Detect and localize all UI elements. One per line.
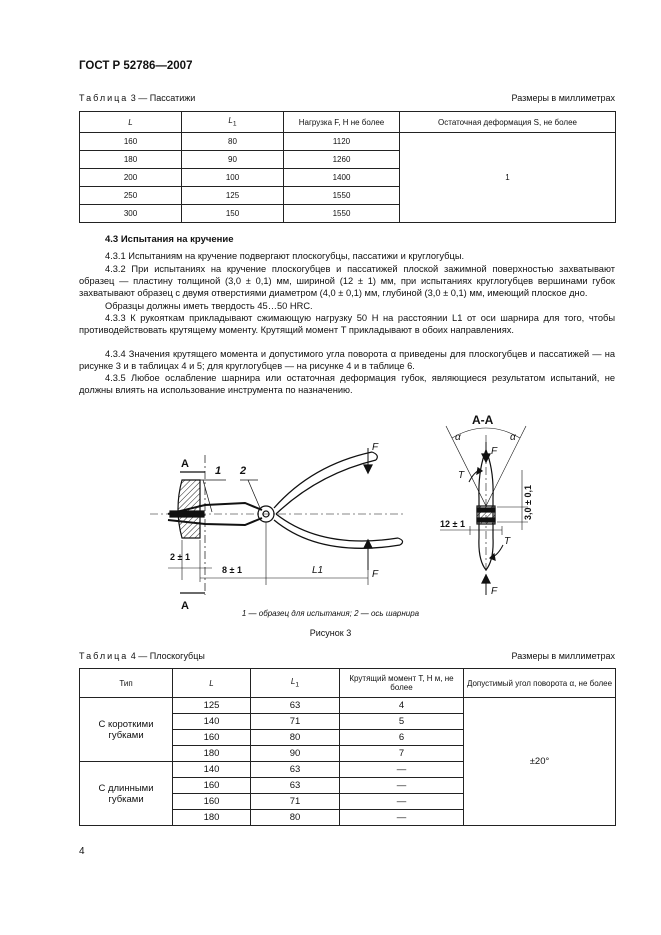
label-force-top: F: [372, 442, 379, 453]
label-f-section-top: F: [491, 446, 498, 457]
table3-caption: Таблица 3 — Пассатижи: [79, 93, 196, 103]
table3-header-l: L: [80, 112, 182, 133]
table4-header-l: L: [173, 669, 251, 698]
table-row: 160 63 —: [80, 778, 616, 794]
paragraph-4-3-1: 4.3.1 Испытаниям на кручение подвергают плоскогубцы, пассатижи и круглогубцы.: [105, 251, 465, 261]
paragraph-4-3-5: 4.3.5 Любое ослабление шарнира или остаточная деформация губок, являющиеся результатом испытаний, не должны влиять на использование инструмента по назначению.: [79, 373, 615, 396]
figure-3-drawing: [0, 410, 661, 615]
label-1: 1: [215, 465, 222, 477]
table4-type-long: С длинными губками: [80, 762, 173, 826]
table-row: С длинными губками 140 63 —: [80, 762, 616, 778]
table3-merged-value: 1: [400, 133, 616, 223]
table3-units: Размеры в миллиметрах: [511, 93, 615, 103]
label-2: 2: [240, 465, 247, 477]
table3: [79, 111, 616, 223]
table4-header-angle: Допустимый угол поворота α, не более: [464, 669, 616, 698]
dim-3: 3,0 ± 0,1: [523, 485, 533, 520]
label-t-left: T: [458, 470, 465, 481]
section-aa-title: А-А: [472, 413, 494, 427]
table-row: 160 71 —: [80, 794, 616, 810]
table3-header-load: Нагрузка F, Н не более: [284, 112, 400, 133]
table-row: 160 80 6: [80, 730, 616, 746]
label-f-section-bottom: F: [491, 586, 498, 597]
dim-8: 8 ± 1: [222, 565, 242, 575]
table-row: 180 90 7: [80, 746, 616, 762]
dim-12: 12 ± 1: [440, 519, 465, 529]
table4-header-type: Тип: [80, 669, 173, 698]
label-alpha-left: α: [455, 432, 461, 443]
table-row: 250 125 1550: [80, 187, 616, 205]
table4-caption: Таблица 4 — Плоскогубцы: [79, 651, 205, 661]
table4-units: Размеры в миллиметрах: [511, 651, 615, 661]
label-alpha-right: α: [510, 432, 516, 443]
paragraph-4-3-2: 4.3.2 При испытаниях на кручение плоскогубцев и пассатижей плоской зажимной поверхностью захватывают образец — пластину толщиной (3,0 ± 0,1) мм, шириной (12 ± 1) мм, при испытаниях круглогубцев вершинами губок захватывают образец с двумя отверстиями диаметром (4,0 ± 0,1) мм, глубиной (3,0 ± 0,1) мм, имеющий плоское дно.: [79, 264, 615, 299]
paragraph-4-3-4: 4.3.4 Значения крутящего момента и допустимого угла поворота α приведены для плоскогубцев и пассатижей — на рисунке 3 и в таблицах 4 и 5; для круглогубцев — на рисунке 4 и в таблице 6.: [79, 349, 615, 372]
table-row: 180 90 1260: [80, 151, 616, 169]
label-t-right: T: [504, 536, 511, 547]
paragraph-4-3-3: 4.3.3 К рукояткам прикладывают сжимающую нагрузку 50 Н на расстоянии L1 от оси шарнира для того, чтобы противодействовать крутящему моменту. Крутящий момент T прикладывают в обоих направлениях.: [79, 313, 615, 336]
table3-header-deformation: Остаточная деформация S, не более: [400, 112, 616, 133]
document-header: ГОСТ Р 52786—2007: [79, 60, 193, 72]
table4-merged-angle: ±20°: [464, 698, 616, 826]
dim-l1: L1: [312, 565, 324, 576]
label-force-bottom: F: [372, 569, 379, 580]
table-row: 300 150 1550: [80, 205, 616, 223]
table4-header-torque: Крутящий момент T, Н м, не более: [340, 669, 464, 698]
table4-header-l1: $L_1$: [251, 669, 340, 698]
section-title: 4.3 Испытания на кручение: [105, 234, 234, 245]
section-mark-a-bottom: А: [181, 600, 189, 612]
table-row: 200 100 1400: [80, 169, 616, 187]
paragraph-hardness: Образцы должны иметь твердость 45…50 HRC.: [105, 301, 313, 311]
table3-header-l1: $L_1$: [182, 112, 284, 133]
table-row: С короткими губками 125 63 4 ±20°: [80, 698, 616, 714]
table4: [79, 668, 616, 826]
table-row: 160 80 1120 1: [80, 133, 616, 151]
page-number: 4: [79, 846, 85, 857]
figure-legend: 1 — образец для испытания; 2 — ось шарнира: [241, 609, 420, 618]
table-row: 180 80 —: [80, 810, 616, 826]
table-row: 140 71 5: [80, 714, 616, 730]
dim-2: 2 ± 1: [170, 552, 190, 562]
figure-caption: Рисунок 3: [309, 628, 352, 638]
section-mark-a-top: А: [181, 458, 189, 470]
table4-type-short: С короткими губками: [80, 698, 173, 762]
